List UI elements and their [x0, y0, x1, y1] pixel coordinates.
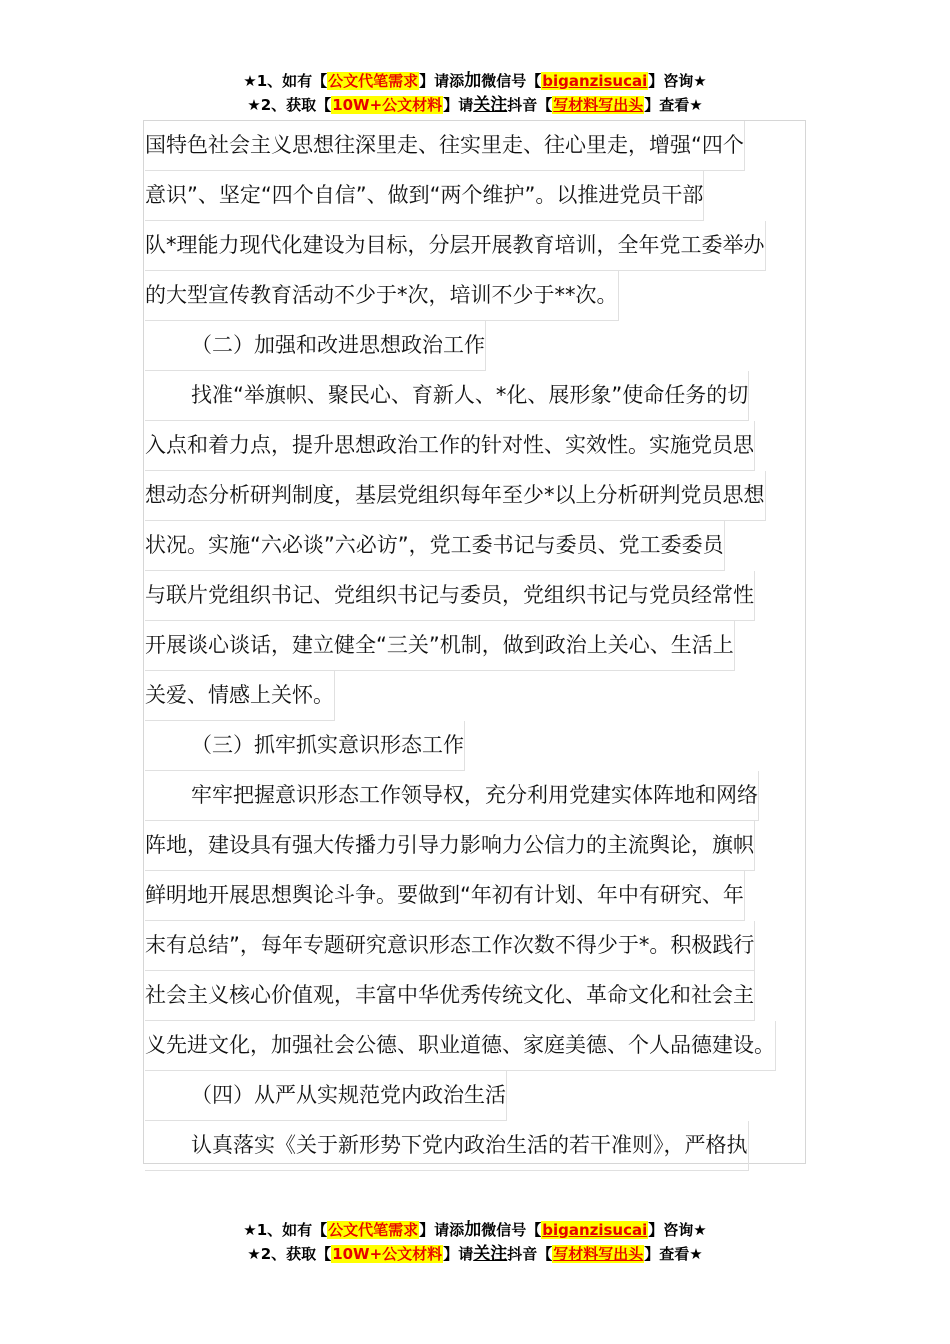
banner-emphasis: 加: [464, 71, 482, 91]
section-heading: （二）加强和改进思想政治工作: [145, 320, 486, 370]
banner-text: 微信号【: [481, 72, 542, 90]
banner-text: 】查看★: [644, 1245, 703, 1263]
text-line: 义先进文化，加强社会公德、职业道德、家庭美德、个人品德建设。: [145, 1020, 776, 1070]
text-line: 鲜明地开展思想舆论斗争。要做到“年初有计划、年中有研究、年: [145, 870, 745, 920]
banner-text: 微信号【: [481, 1221, 542, 1239]
text-line: 国特色社会主义思想往深里走、往实里走、往心里走，增强“四个: [145, 120, 745, 170]
wechat-id: biganzisucai: [542, 72, 648, 90]
text-line: 牢牢把握意识形态工作领导权，充分利用党建实体阵地和网络: [145, 770, 759, 820]
header-banner: [0, 69, 950, 117]
text-line: 状况。实施“六必谈”六必访”，党工委书记与委员、党工委委员: [145, 520, 725, 570]
banner-emphasis: 加: [464, 1220, 482, 1240]
banner-text: ★2、获取【: [247, 96, 332, 114]
text-line: 认真落实《关于新形势下党内政治生活的若干准则》，严格执: [145, 1120, 749, 1170]
banner-emphasis: 关注: [473, 1244, 508, 1264]
banner-text: 】请: [443, 1245, 474, 1263]
banner-text: 】咨询★: [648, 1221, 707, 1239]
text-line: 末有总结”，每年专题研究意识形态工作次数不得少于*。积极践行: [145, 920, 755, 970]
banner-text: ★1、如有【: [243, 72, 328, 90]
banner-line-1: [0, 1218, 950, 1242]
banner-text: ★1、如有【: [243, 1221, 328, 1239]
douyin-account: 写材料写出头: [553, 96, 644, 114]
section-heading: （三）抓牢抓实意识形态工作: [145, 720, 465, 770]
text-line: 队*理能力现代化建设为目标，分层开展教育培训，全年党工委举办: [145, 220, 766, 270]
banner-line-2: [0, 93, 950, 117]
footer-banner: [0, 1218, 950, 1266]
highlight-service: 公文代笔需求: [328, 1221, 419, 1239]
banner-text: 】查看★: [644, 96, 703, 114]
banner-text: 抖音【: [507, 96, 553, 114]
text-line: 社会主义核心价值观，丰富中华优秀传统文化、革命文化和社会主: [145, 970, 755, 1020]
text-line: 开展谈心谈话，建立健全“三关”机制，做到政治上关心、生活上: [145, 620, 735, 670]
banner-text: 抖音【: [507, 1245, 553, 1263]
text-line: 阵地，建设具有强大传播力引导力影响力公信力的主流舆论，旗帜: [145, 820, 755, 870]
text-line: 入点和着力点，提升思想政治工作的针对性、实效性。实施党员思: [145, 420, 755, 470]
banner-emphasis: 关注: [473, 95, 508, 115]
wechat-id: biganzisucai: [542, 1221, 648, 1239]
banner-text: 】请添: [419, 1221, 465, 1239]
text-line: 的大型宣传教育活动不少于*次，培训不少于**次。: [145, 270, 619, 320]
text-line: 找准“举旗帜、聚民心、育新人、*化、展形象”使命任务的切: [145, 370, 749, 420]
text-line: 意识”、坚定“四个自信”、做到“两个维护”。以推进党员干部: [145, 170, 704, 220]
banner-text: ★2、获取【: [247, 1245, 332, 1263]
text-line: 与联片党组织书记、党组织书记与委员，党组织书记与党员经常性: [145, 570, 755, 620]
section-heading: （四）从严从实规范党内政治生活: [145, 1070, 507, 1120]
banner-text: 】请: [443, 96, 474, 114]
text-line: 想动态分析研判制度，基层党组织每年至少*以上分析研判党员思想: [145, 470, 766, 520]
banner-text: 】咨询★: [648, 72, 707, 90]
banner-line-2: [0, 1242, 950, 1266]
highlight-service: 公文代笔需求: [328, 72, 419, 90]
text-line: 关爱、情感上关怀。: [145, 670, 335, 720]
douyin-account: 写材料写出头: [553, 1245, 644, 1263]
highlight-materials: 10W+公文材料: [332, 96, 443, 114]
banner-text: 】请添: [419, 72, 465, 90]
banner-line-1: [0, 69, 950, 93]
highlight-materials: 10W+公文材料: [332, 1245, 443, 1263]
